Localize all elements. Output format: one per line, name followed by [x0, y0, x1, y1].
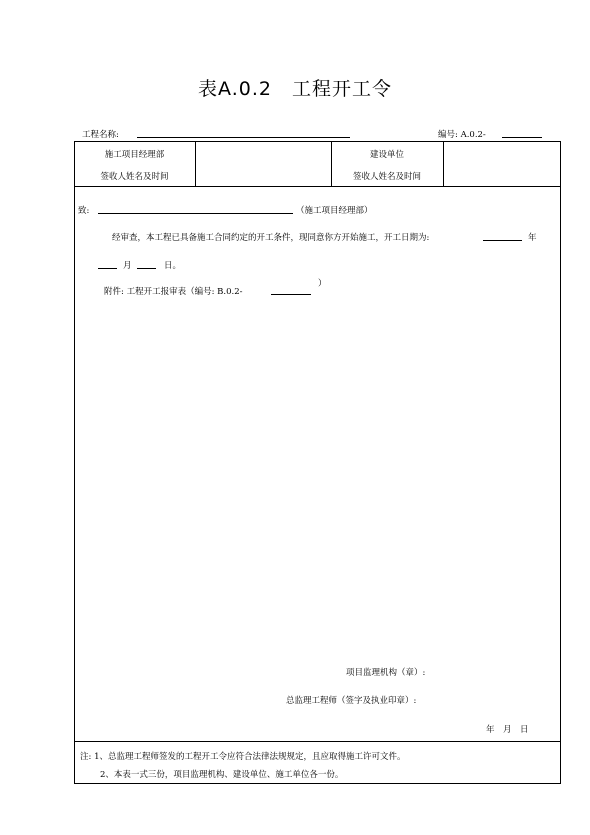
year-label: 年	[528, 233, 537, 243]
number-label: 编号: A.0.2-	[438, 130, 486, 140]
site-dept-sign-label: 签收人姓名及时间	[100, 172, 169, 182]
approval-statement: 经审查，本工程已具备施工合同约定的开工条件，现同意你方开始施工，开工日期为:	[112, 233, 430, 243]
project-name-field[interactable]	[137, 137, 350, 138]
start-year-field[interactable]	[483, 240, 522, 241]
chief-engineer-label: 总监理工程师（签字及执业印章）:	[286, 696, 417, 706]
site-dept-sign-cell[interactable]	[196, 142, 330, 185]
document-title: 表A.0.2 工程开工令	[198, 78, 392, 100]
owner-unit-sign-cell[interactable]	[444, 142, 560, 185]
attachment-number-field[interactable]	[271, 294, 311, 295]
start-month-field[interactable]	[98, 268, 117, 269]
info-table-bottom-border	[74, 186, 561, 187]
attachment-close-paren: ）	[318, 279, 327, 289]
recipient-suffix: （施工项目经理部）	[296, 206, 373, 216]
attachment-label: 附件: 工程开工报审表（编号: B.0.2-	[104, 287, 243, 297]
start-day-field[interactable]	[137, 268, 156, 269]
project-name-label: 工程名称:	[82, 130, 119, 140]
owner-unit-sign-label: 签收人姓名及时间	[352, 172, 421, 182]
notes-divider	[74, 741, 561, 742]
to-label: 致:	[78, 206, 90, 216]
day-label: 日。	[164, 261, 182, 271]
site-dept-label: 施工项目经理部	[104, 150, 165, 160]
recipient-field[interactable]	[98, 213, 293, 214]
number-field[interactable]	[502, 137, 542, 138]
supervision-org-label: 项目监理机构（章）:	[346, 668, 426, 678]
note-2: 2、本表一式三份，项目监理机构、建设单位、施工单位各一份。	[100, 770, 344, 780]
sign-date: 年 月 日	[486, 725, 529, 735]
note-1: 注: 1、总监理工程师签发的工程开工令应符合法律法规规定，且应取得施工许可文件。	[80, 752, 406, 762]
owner-unit-label: 建设单位	[369, 150, 404, 160]
month-label: 月	[123, 261, 132, 271]
